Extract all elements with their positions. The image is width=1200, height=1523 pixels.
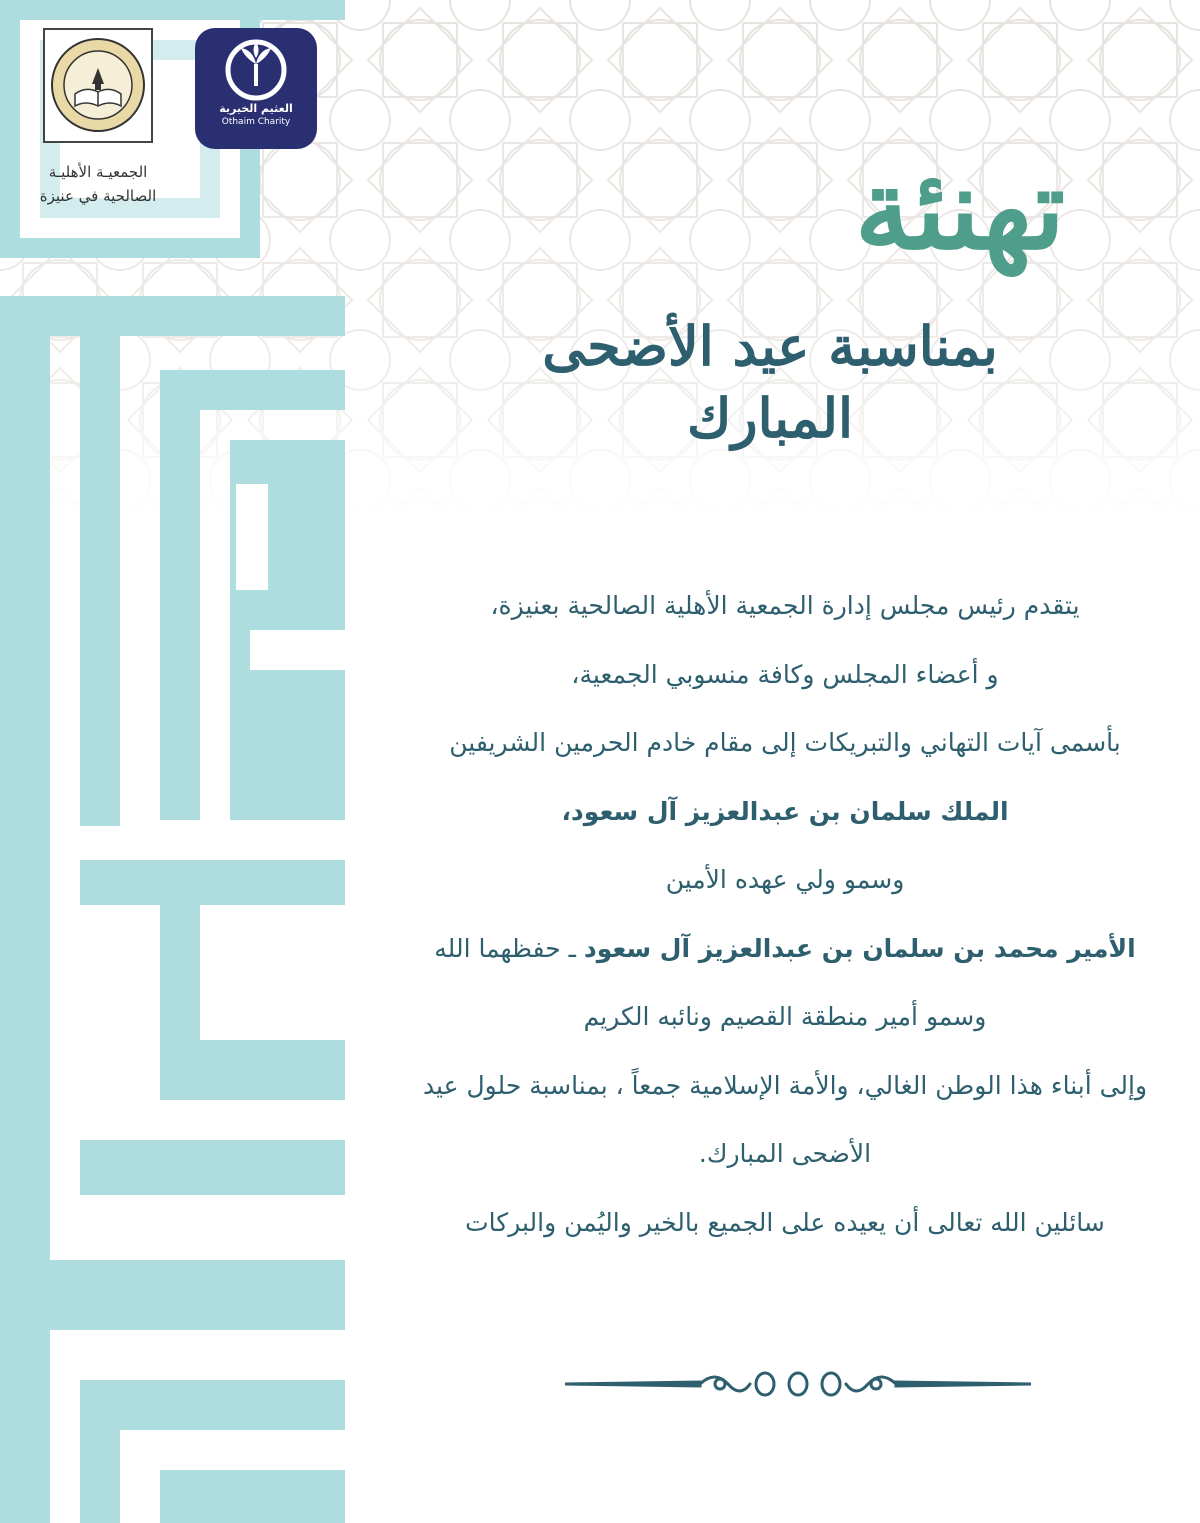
occasion-subtitle-line1: بمناسبة عيد الأضحى — [542, 314, 998, 378]
message-line: وسمو ولي عهده الأمين — [665, 865, 905, 894]
association-logo — [43, 28, 153, 143]
king-name: الملك سلمان بن عبدالعزيز آل سعود، — [561, 796, 1009, 826]
message-line-crown-prince — [375, 915, 1195, 984]
message-line: وسمو أمير منطقة القصيم ونائبه الكريم — [583, 1002, 987, 1031]
message-line: وإلى أبناء هذا الوطن الغالي، والأمة الإسلامية جمعاً ، بمناسبة حلول عيد — [422, 1070, 1148, 1100]
leaf-sprout-icon — [195, 28, 317, 102]
othaim-name-arabic: العثيم الخيرية — [219, 102, 293, 115]
message-line: سائلين الله تعالى أن يعيده على الجميع بالخير واليُمن والبركات — [465, 1207, 1105, 1237]
occasion-subtitle — [470, 310, 1070, 454]
greeting-message — [375, 572, 1195, 1257]
othaim-charity-logo — [195, 28, 317, 149]
message-line: يتقدم رئيس مجلس إدارة الجمعية الأهلية الصالحية بعنيزة، — [490, 591, 1080, 620]
occasion-subtitle-line2: المبارك — [686, 386, 853, 450]
othaim-name-english: Othaim Charity — [221, 117, 291, 127]
message-line: بأسمى آيات التهاني والتبريكات إلى مقام خادم الحرمين الشريفين — [449, 728, 1121, 757]
message-line: الأضحى المبارك. — [698, 1139, 872, 1168]
association-name-line2: الصالحية في عنيزة — [39, 187, 157, 205]
message-line-king — [375, 778, 1195, 847]
association-name — [18, 160, 178, 208]
message-line: و أعضاء المجلس وكافة منسوبي الجمعية، — [571, 659, 999, 689]
kufic-calligraphy-panel — [0, 0, 345, 1523]
greeting-title: تهنئة — [854, 144, 1066, 275]
crown-prince-name: الأمير محمد بن سلمان بن عبدالعزيز آل سعود — [583, 933, 1136, 963]
association-name-line1: الجمعيـة الأهليـة — [48, 163, 148, 181]
book-lamp-emblem-icon — [45, 30, 151, 141]
ornamental-swirl-divider-icon — [560, 1362, 1036, 1406]
blessing-text: ـ حفظهما الله — [434, 933, 584, 963]
